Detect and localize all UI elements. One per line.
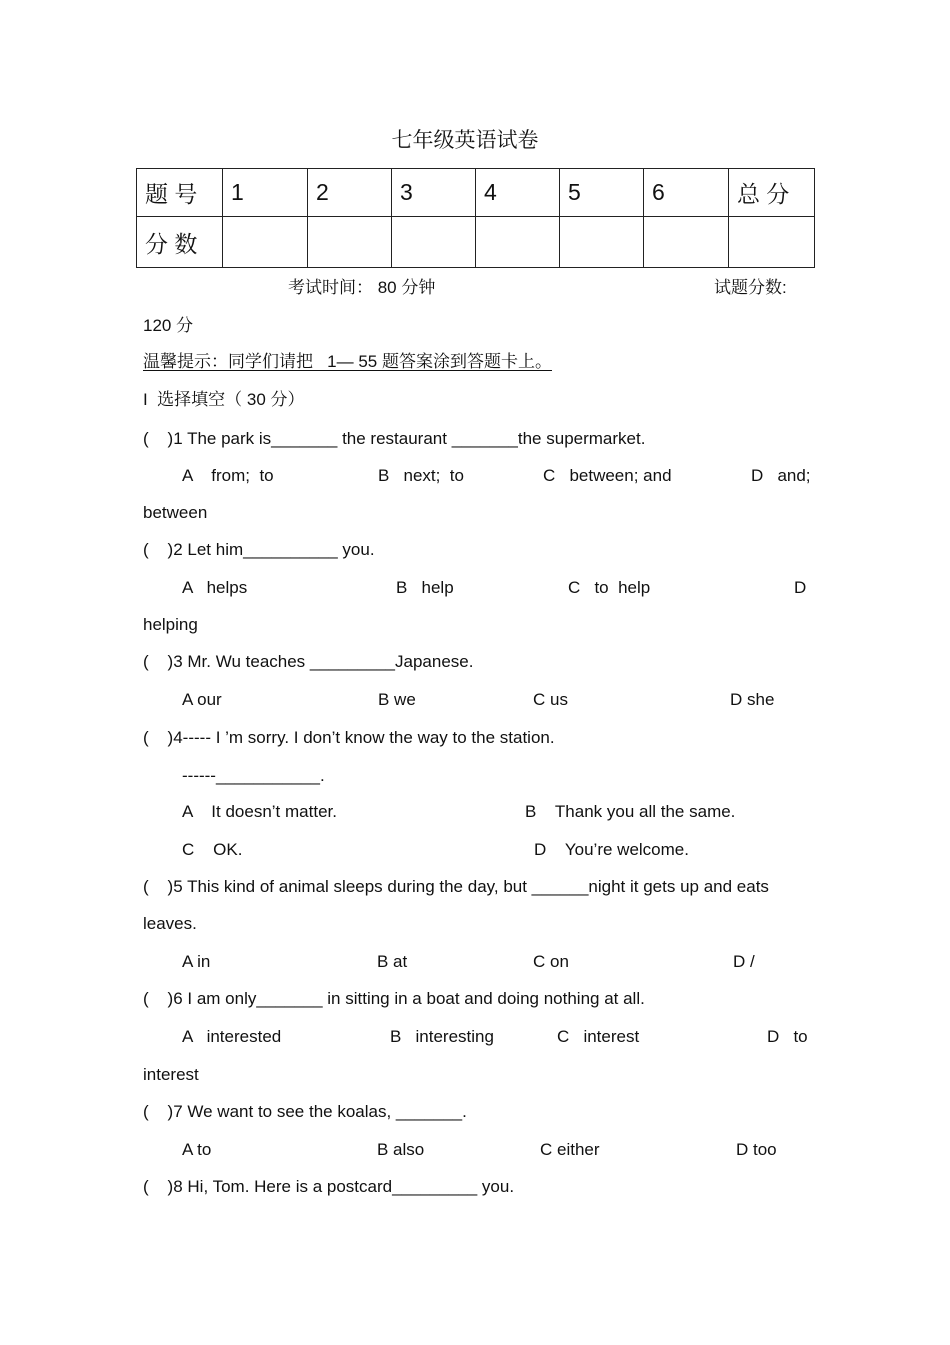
score-table-header: 4 — [476, 169, 560, 217]
tip: 温馨提示：同学们请把 1— 55 题答案涂到答题卡上。 — [143, 352, 552, 371]
option-a: A to — [182, 1140, 212, 1159]
option-c: C to help — [568, 578, 651, 597]
option-d: D — [794, 578, 807, 597]
option-wrap: between — [143, 503, 208, 522]
option-d: D to — [767, 1027, 808, 1046]
option-c: C either — [540, 1140, 600, 1159]
option-b: B Thank you all the same. — [525, 802, 736, 821]
question-wrap: leaves. — [143, 914, 197, 933]
option-d: D too — [736, 1140, 777, 1159]
option-b: B help — [396, 578, 454, 597]
section-heading: I 选择填空（ 30 分） — [143, 390, 305, 409]
score-table-header: 1 — [223, 169, 308, 217]
option-a: A interested — [182, 1027, 282, 1046]
question-stem: ( )7 We want to see the koalas, _______. — [143, 1102, 467, 1121]
option-d: D / — [733, 952, 755, 971]
option-c: C on — [533, 952, 569, 971]
option-d: D You’re welcome. — [534, 840, 689, 859]
option-b: B also — [377, 1140, 425, 1159]
page-title: 七年级英语试卷 — [391, 129, 539, 152]
score-table-header: 题 号 — [137, 169, 223, 217]
option-a: A It doesn’t matter. — [182, 802, 337, 821]
question-stem: ( )3 Mr. Wu teaches _________Japanese. — [143, 652, 474, 671]
score-table-header: 3 — [392, 169, 476, 217]
exam-time: 考试时间： 80 分钟 — [288, 278, 436, 297]
option-c: C OK. — [182, 840, 243, 859]
score-table-header: 总 分 — [729, 169, 815, 217]
score-cell — [476, 217, 560, 268]
score-cell — [223, 217, 308, 268]
option-b: B interesting — [390, 1027, 494, 1046]
option-a: A helps — [182, 578, 248, 597]
option-wrap: interest — [143, 1065, 199, 1084]
question-stem: ( )6 I am only_______ in sitting in a boat and doing nothing at all. — [143, 989, 645, 1008]
option-b: B next; to — [378, 466, 464, 485]
option-a: A from; to — [182, 466, 274, 485]
option-b: B at — [377, 952, 408, 971]
total-score-label: 试题分数: — [714, 278, 787, 297]
score-cell — [729, 217, 815, 268]
option-a: A in — [182, 952, 211, 971]
score-table-header: 5 — [560, 169, 644, 217]
answer-line: ------___________. — [182, 766, 325, 785]
score-table-header: 6 — [644, 169, 729, 217]
option-wrap: helping — [143, 615, 198, 634]
option-b: B we — [378, 690, 416, 709]
score-cell — [644, 217, 729, 268]
question-stem: ( )1 The park is_______ the restaurant _______the supermarket. — [143, 429, 646, 448]
score-cell — [392, 217, 476, 268]
option-c: C between; and — [543, 466, 672, 485]
question-stem: ( )2 Let him__________ you. — [143, 540, 375, 559]
score-cell — [560, 217, 644, 268]
option-d: D she — [730, 690, 775, 709]
total-score-value: 120 分 — [143, 316, 194, 335]
question-stem: ( )8 Hi, Tom. Here is a postcard_________ you. — [143, 1177, 515, 1196]
question-stem: ( )5 This kind of animal sleeps during the day, but ______night it gets up and eats — [143, 877, 769, 896]
score-table-header: 2 — [308, 169, 392, 217]
score-cell — [308, 217, 392, 268]
score-table — [136, 168, 815, 268]
question-stem: ( )4----- I ’m sorry. I don’t know the way to the station. — [143, 728, 555, 747]
option-a: A our — [182, 690, 222, 709]
option-c: C us — [533, 690, 568, 709]
option-c: C interest — [557, 1027, 640, 1046]
option-d: D and; — [751, 466, 811, 485]
score-table-row-label: 分 数 — [137, 217, 223, 268]
